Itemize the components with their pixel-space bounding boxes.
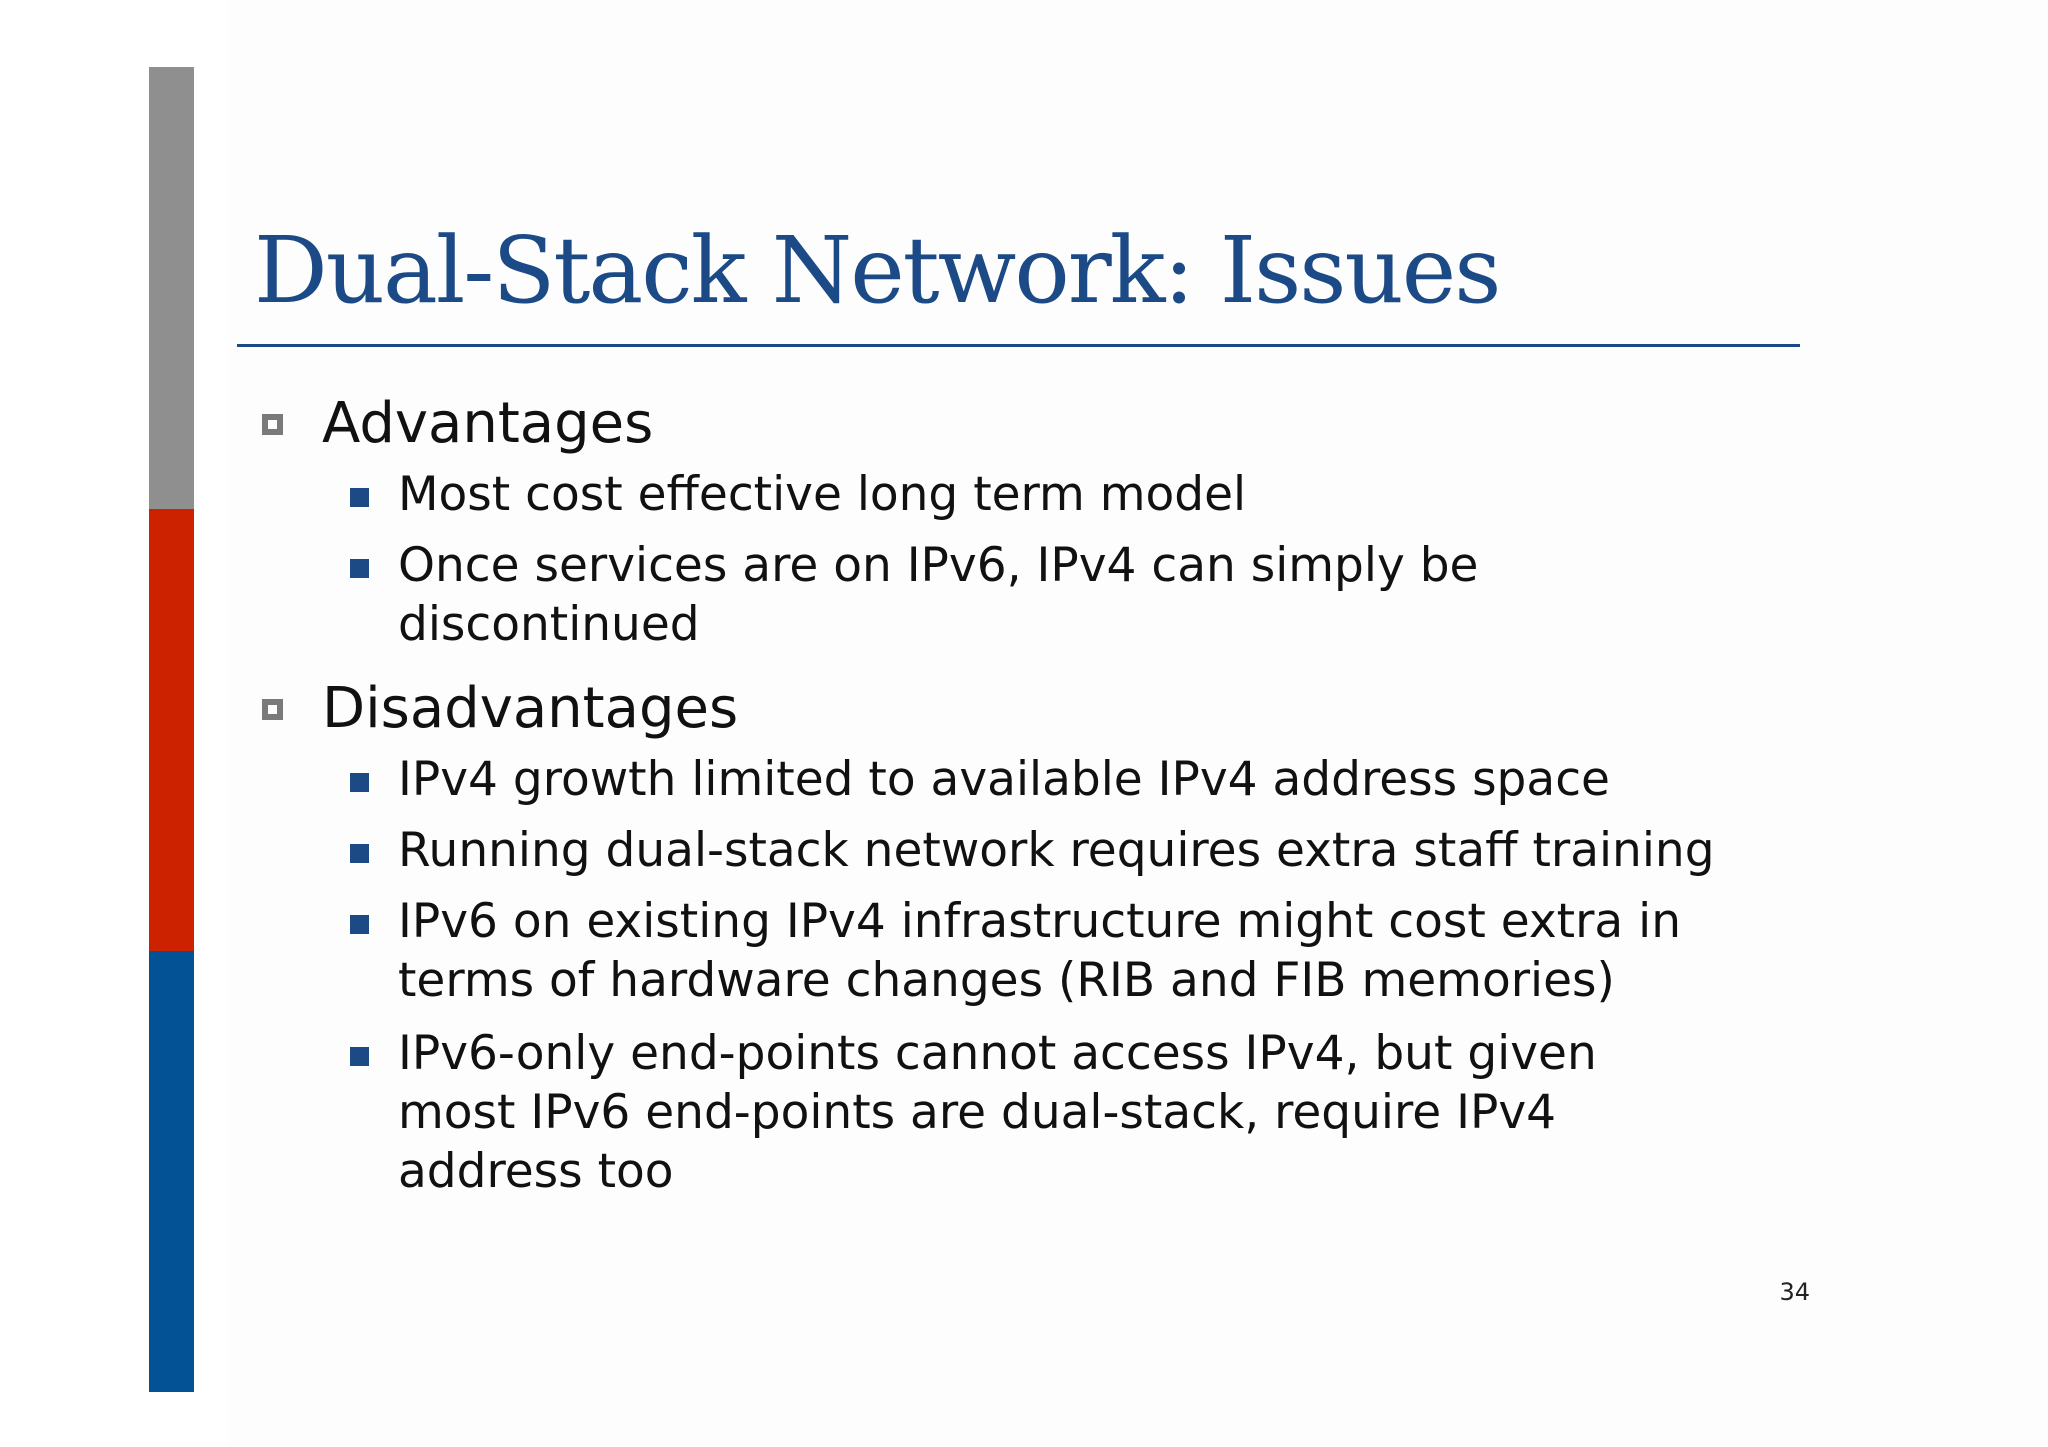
list-item-text: Running dual-stack network requires extra staff training — [398, 823, 1715, 878]
list-item-text: IPv4 growth limited to available IPv4 address space — [398, 752, 1610, 807]
list-item-text: IPv6-only end-points cannot access IPv4, but given most IPv6 end-points are dual-stack, require IPv4 address too — [398, 1026, 1597, 1199]
square-bullet-icon — [350, 915, 369, 934]
page-number: 34 — [1779, 1278, 1810, 1306]
square-bullet-icon — [350, 844, 369, 863]
section-heading-text: Advantages — [322, 391, 654, 456]
square-bullet-icon — [350, 559, 369, 578]
section-heading-text: Disadvantages — [322, 676, 739, 741]
square-bullet-icon — [350, 1047, 369, 1066]
square-bullet-icon — [350, 773, 369, 792]
hollow-square-bullet-icon — [262, 414, 283, 435]
section-heading — [262, 671, 1762, 751]
slide-title: Dual-Stack Network: Issues — [254, 217, 1500, 324]
section-heading — [262, 386, 1762, 466]
square-bullet-icon — [350, 488, 369, 507]
list-item-text: Once services are on IPv6, IPv4 can simply be discontinued — [398, 538, 1479, 652]
list-item-text: Most cost effective long term model — [398, 467, 1247, 522]
hollow-square-bullet-icon — [262, 699, 283, 720]
list-item-text: IPv6 on existing IPv4 infrastructure might cost extra in terms of hardware changes (RIB and FIB memories) — [398, 894, 1681, 1008]
